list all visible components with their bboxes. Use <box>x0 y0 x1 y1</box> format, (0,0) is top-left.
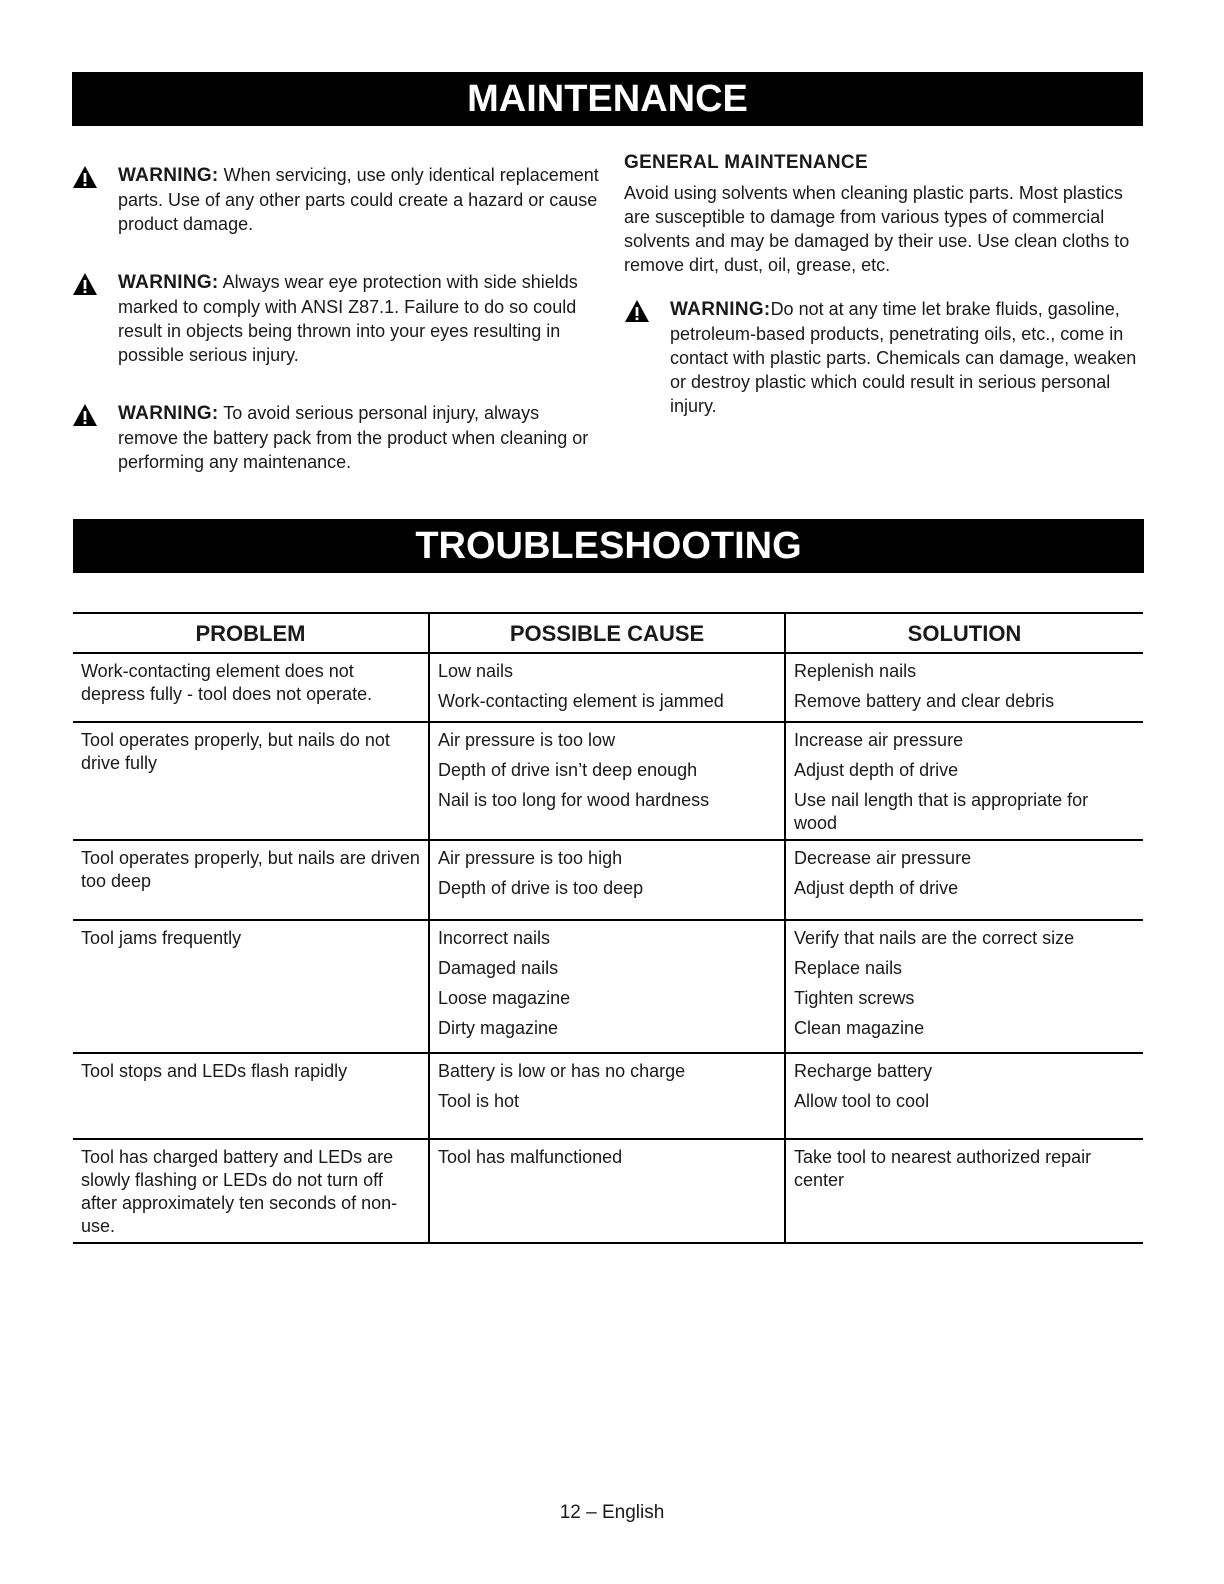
header-possible-cause: POSSIBLE CAUSE <box>429 613 785 653</box>
solution-item: Adjust depth of drive <box>794 878 959 898</box>
solution-item: Tighten screws <box>794 988 915 1008</box>
cause-item: Incorrect nails <box>438 928 551 948</box>
problem-cell: Tool operates properly, but nails do not drive fully <box>73 722 429 840</box>
maintenance-banner: MAINTENANCE <box>72 72 1143 126</box>
maintenance-warnings-column <box>72 163 600 508</box>
cause-item: Air pressure is too low <box>438 730 616 750</box>
cause-cell <box>429 1053 785 1139</box>
cause-item: Work-contacting element is jammed <box>438 691 724 711</box>
warning-replacement-parts <box>72 163 600 236</box>
solution-cell <box>785 920 1143 1053</box>
table-row <box>73 920 1143 1053</box>
warning-label: WARNING: <box>118 272 219 293</box>
table-header-row <box>73 613 1143 653</box>
cause-item: Depth of drive is too deep <box>438 878 644 898</box>
cause-item: Tool is hot <box>438 1091 520 1111</box>
problem-cell: Work-contacting element does not depress fully - tool does not operate. <box>73 653 429 722</box>
header-problem: PROBLEM <box>73 613 429 653</box>
page-number: 12 – English <box>559 1502 665 1523</box>
solution-cell <box>785 722 1143 840</box>
solution-cell <box>785 653 1143 722</box>
problem-cell: Tool has charged battery and LEDs are slowly flashing or LEDs do not turn off after approximately ten seconds of non-use. <box>73 1139 429 1243</box>
solution-item: Use nail length that is appropriate for wood <box>794 790 1089 833</box>
table-row <box>73 722 1143 840</box>
warning-triangle-icon <box>624 299 650 323</box>
solution-item: Remove battery and clear debris <box>794 691 1055 711</box>
solution-item: Verify that nails are the correct size <box>794 928 1075 948</box>
solution-item: Replenish nails <box>794 661 917 681</box>
warning-chemicals <box>624 297 1144 418</box>
general-maintenance-body: Avoid using solvents when cleaning plastic parts. Most plastics are susceptible to damage from various types of commercial solvents and may be damaged by their use. Use clean cloths to remove dirt, dust, oil, grease, etc. <box>624 183 1130 275</box>
solution-item: Decrease air pressure <box>794 848 972 868</box>
warning-text: Always wear eye protection with side shields marked to comply with ANSI Z87.1. Failure to do so could result in objects being thrown into your eyes resulting in possible serious injury. <box>118 272 578 365</box>
solution-cell <box>785 1053 1143 1139</box>
warning-remove-battery <box>72 401 600 474</box>
solution-item: Increase air pressure <box>794 730 964 750</box>
cause-cell <box>429 653 785 722</box>
general-maintenance-column <box>624 151 1144 418</box>
cause-item: Depth of drive isn’t deep enough <box>438 760 698 780</box>
problem-cell: Tool jams frequently <box>73 920 429 1053</box>
warning-label: WARNING: <box>118 403 219 424</box>
troubleshooting-table <box>73 612 1143 1244</box>
warning-triangle-icon <box>72 165 98 189</box>
solution-item: Allow tool to cool <box>794 1091 930 1111</box>
cause-cell <box>429 1139 785 1243</box>
solution-cell <box>785 1139 1143 1243</box>
cause-item: Nail is too long for wood hardness <box>438 790 710 810</box>
warning-eye-protection <box>72 270 600 367</box>
cause-item: Battery is low or has no charge <box>438 1061 686 1081</box>
troubleshooting-banner: TROUBLESHOOTING <box>73 519 1144 573</box>
cause-item: Damaged nails <box>438 958 559 978</box>
problem-cell: Tool operates properly, but nails are driven too deep <box>73 840 429 920</box>
table-row <box>73 653 1143 722</box>
solution-item: Take tool to nearest authorized repair center <box>794 1147 1092 1190</box>
problem-cell: Tool stops and LEDs flash rapidly <box>73 1053 429 1139</box>
solution-cell <box>785 840 1143 920</box>
solution-item: Replace nails <box>794 958 903 978</box>
warning-text: To avoid serious personal injury, always remove the battery pack from the product when cleaning or performing any maintenance. <box>118 403 589 472</box>
warning-text: When servicing, use only identical replacement parts. Use of any other parts could create a hazard or cause product damage. <box>118 165 599 234</box>
warning-triangle-icon <box>72 403 98 427</box>
cause-item: Tool has malfunctioned <box>438 1147 623 1167</box>
cause-item: Low nails <box>438 661 514 681</box>
cause-item: Air pressure is too high <box>438 848 623 868</box>
solution-item: Recharge battery <box>794 1061 933 1081</box>
table-row <box>73 840 1143 920</box>
warning-triangle-icon <box>72 272 98 296</box>
cause-cell <box>429 920 785 1053</box>
warning-label: WARNING: <box>670 299 771 320</box>
warning-label: WARNING: <box>118 165 219 186</box>
header-solution: SOLUTION <box>785 613 1143 653</box>
table-row <box>73 1139 1143 1243</box>
cause-cell <box>429 840 785 920</box>
solution-item: Adjust depth of drive <box>794 760 959 780</box>
general-maintenance-heading: GENERAL MAINTENANCE <box>624 152 868 173</box>
cause-cell <box>429 722 785 840</box>
cause-item: Loose magazine <box>438 988 571 1008</box>
cause-item: Dirty magazine <box>438 1018 559 1038</box>
solution-item: Clean magazine <box>794 1018 925 1038</box>
warning-text: Do not at any time let brake fluids, gasoline, petroleum-based products, penetrating oils, etc., come in contact with plastic parts. Chemicals can damage, weaken or destroy plastic which could result in serious personal injury. <box>670 299 1137 416</box>
table-row <box>73 1053 1143 1139</box>
